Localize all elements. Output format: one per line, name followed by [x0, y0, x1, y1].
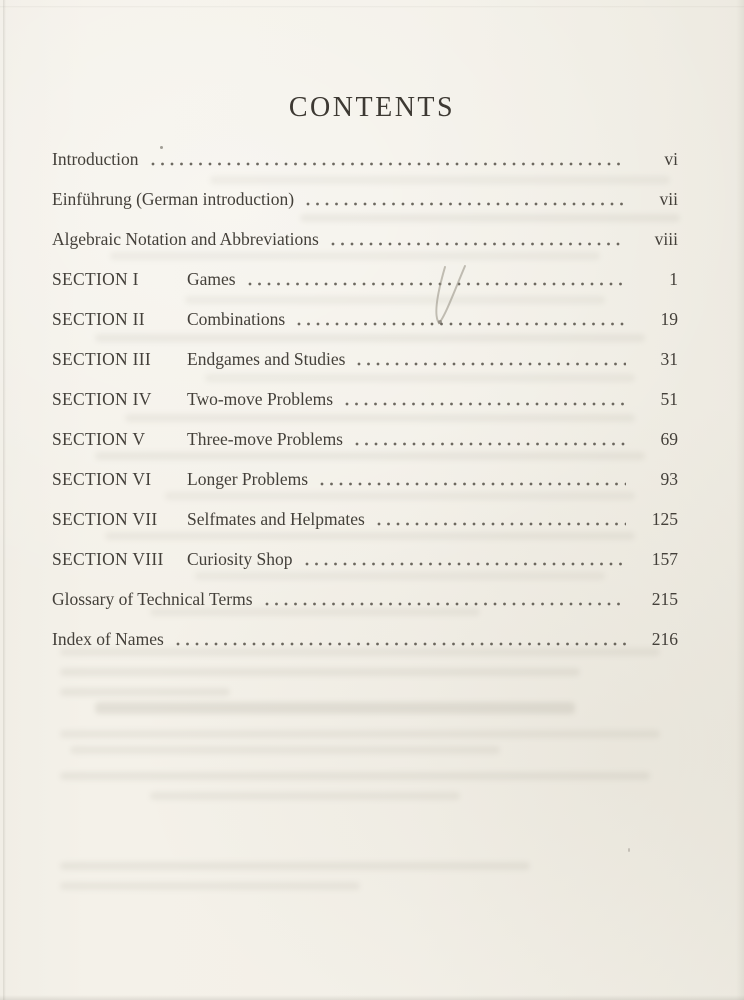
toc-page-number: 216	[651, 629, 678, 649]
toc-entry-label: Two-move Problems	[187, 389, 334, 409]
dot-leader	[308, 468, 642, 490]
toc-entry-label: Selfmates and Helpmates	[187, 509, 365, 529]
dot-leader	[236, 268, 642, 290]
toc-section-label: SECTION IV	[52, 389, 152, 409]
toc-page-number: 157	[651, 549, 678, 569]
toc-section-label: SECTION VII	[52, 509, 158, 529]
scan-edge-left	[3, 0, 6, 1000]
toc-page-number: 215	[651, 589, 678, 609]
toc-page-number: 69	[660, 429, 678, 449]
dot-leader	[365, 508, 642, 530]
dot-leader	[253, 588, 642, 610]
toc-row	[52, 188, 678, 210]
toc-entry-label: Glossary of Technical Terms	[52, 589, 253, 609]
toc-row	[52, 428, 678, 450]
toc-row	[52, 388, 678, 410]
toc-page-number: 125	[651, 509, 678, 529]
toc-entry-label: Algebraic Notation and Abbreviations	[52, 229, 319, 249]
page-title: CONTENTS	[288, 92, 456, 123]
dot-leader	[164, 628, 642, 650]
dot-leader	[345, 348, 642, 370]
toc-section-label: SECTION VIII	[52, 549, 164, 569]
toc-page-number: 51	[660, 389, 678, 409]
toc-entry-label: Endgames and Studies	[187, 349, 346, 369]
dot-leader	[319, 228, 642, 250]
toc-section-label: SECTION III	[52, 349, 152, 369]
toc-row	[52, 508, 678, 530]
dust-speck	[628, 848, 630, 852]
toc-row	[52, 468, 678, 490]
toc-page-number: viii	[654, 229, 678, 249]
toc-entry-label: Combinations	[187, 309, 286, 329]
table-of-contents	[52, 148, 678, 668]
toc-entry-label: Curiosity Shop	[187, 549, 293, 569]
toc-row	[52, 628, 678, 650]
dot-leader	[343, 428, 642, 450]
toc-section-label: SECTION VI	[52, 469, 152, 489]
toc-page-number: 19	[660, 309, 678, 329]
toc-page-number: 31	[660, 349, 678, 369]
toc-section-label: SECTION I	[52, 269, 139, 289]
toc-row	[52, 548, 678, 570]
toc-entry-label: Einführung (German introduction)	[52, 189, 295, 209]
toc-row	[52, 588, 678, 610]
toc-entry-label: Three-move Problems	[187, 429, 343, 449]
toc-entry-label: Longer Problems	[187, 469, 309, 489]
toc-page-number: vi	[664, 149, 678, 169]
scan-edge-top	[0, 6, 744, 8]
toc-page-number: 1	[669, 269, 678, 289]
toc-row	[52, 308, 678, 330]
toc-row	[52, 228, 678, 250]
toc-section-label: SECTION II	[52, 309, 145, 329]
toc-entry-label: Index of Names	[52, 629, 164, 649]
toc-section-label: SECTION V	[52, 429, 146, 449]
toc-row	[52, 268, 678, 290]
scan-edge-bottom	[0, 995, 744, 1000]
toc-row	[52, 148, 678, 170]
dot-leader	[293, 548, 642, 570]
dot-leader	[294, 188, 642, 210]
toc-entry-label: Games	[187, 269, 236, 289]
toc-row	[52, 348, 678, 370]
toc-page-number: 93	[660, 469, 678, 489]
dot-leader	[333, 388, 642, 410]
dot-leader	[285, 308, 642, 330]
toc-page-number: vii	[659, 189, 678, 209]
dot-leader	[139, 148, 642, 170]
scan-edge-right	[736, 0, 744, 1000]
toc-entry-label: Introduction	[52, 149, 139, 169]
